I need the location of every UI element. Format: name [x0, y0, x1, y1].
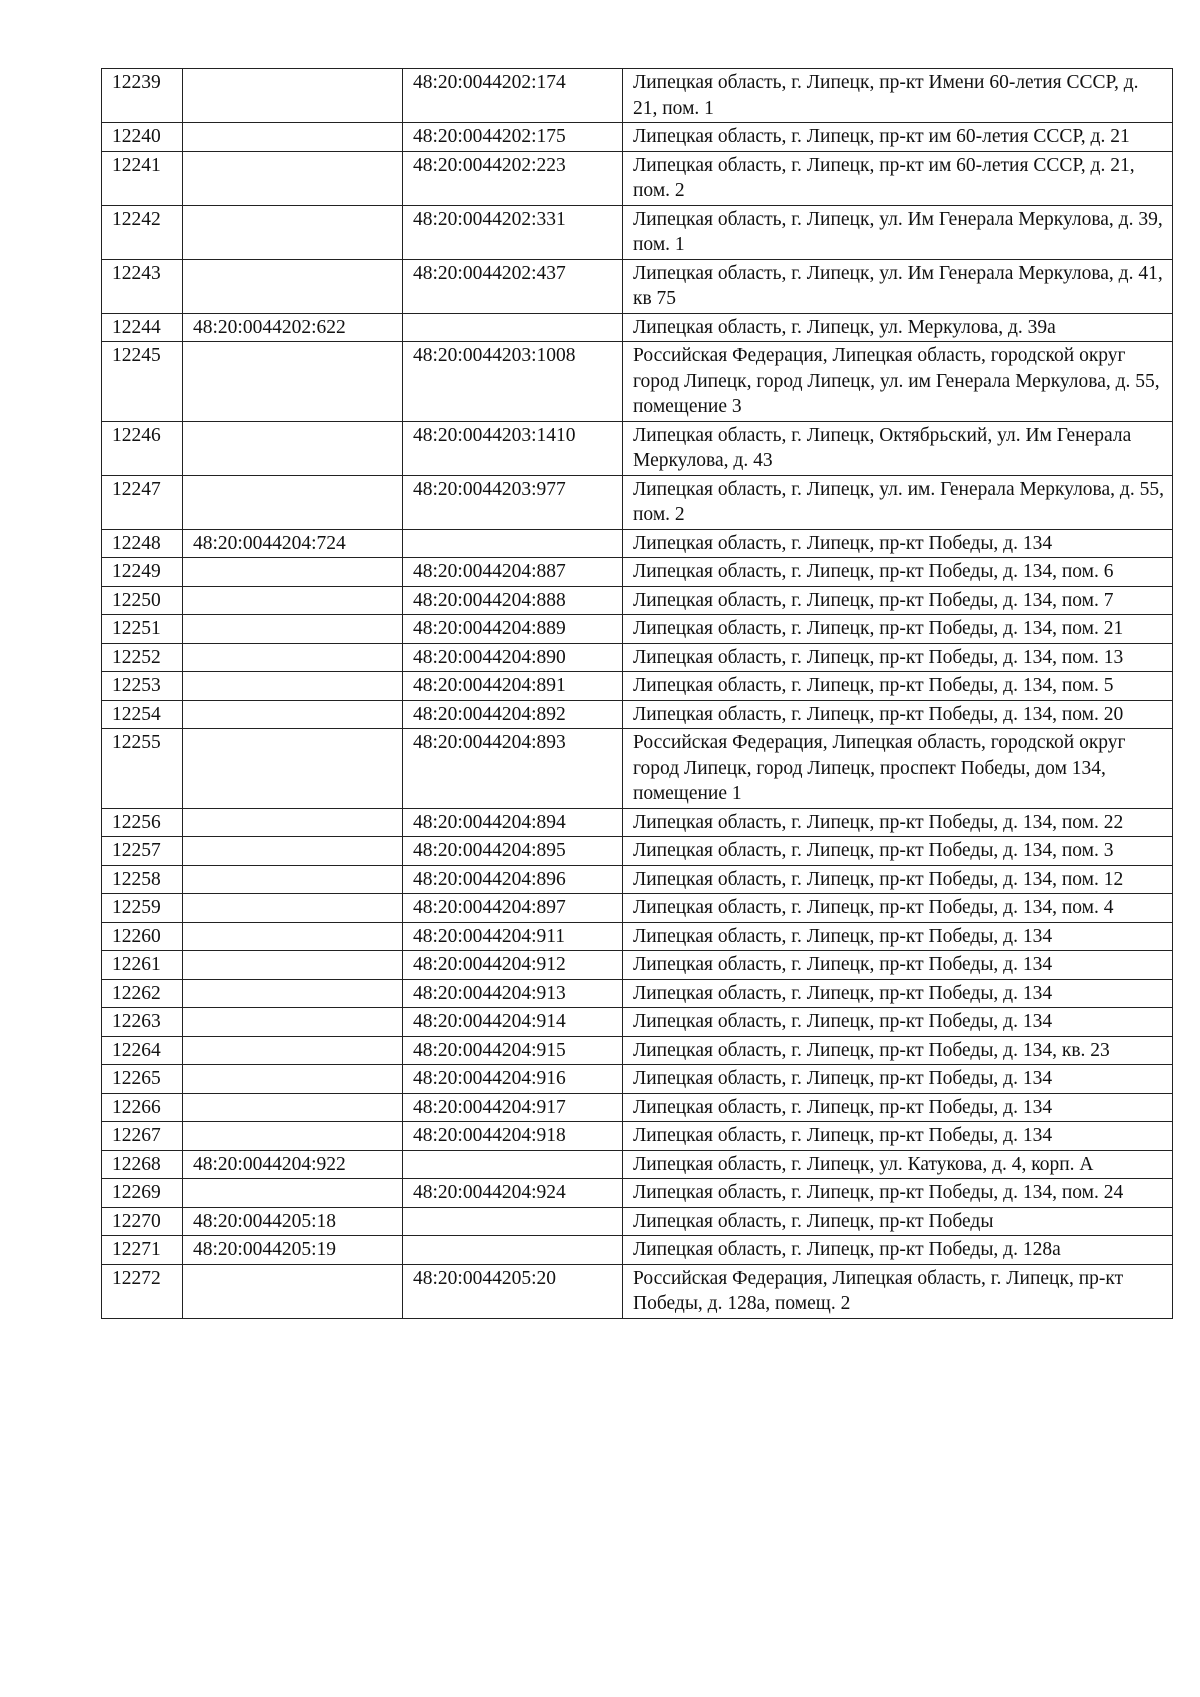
- table-row: [102, 672, 1173, 701]
- land-parcel-number-cell: [183, 1065, 403, 1094]
- table-row: [102, 951, 1173, 980]
- row-number-cell: 12267: [102, 1122, 183, 1151]
- land-parcel-number-cell: [183, 837, 403, 866]
- row-number-cell: 12268: [102, 1150, 183, 1179]
- land-parcel-number-cell: [183, 808, 403, 837]
- row-number-cell: 12272: [102, 1264, 183, 1318]
- table-row: [102, 69, 1173, 123]
- address-cell: Липецкая область, г. Липецк, пр-кт Победы, д. 134, пом. 22: [623, 808, 1173, 837]
- row-number-cell: 12248: [102, 529, 183, 558]
- address-cell: Липецкая область, г. Липецк, пр-кт им 60-летия СССР, д. 21, пом. 2: [623, 151, 1173, 205]
- table-row: [102, 865, 1173, 894]
- land-parcel-number-cell: [183, 951, 403, 980]
- object-cadastral-number-cell: 48:20:0044204:887: [403, 558, 623, 587]
- address-cell: Липецкая область, г. Липецк, ул. Им Генерала Меркулова, д. 39, пом. 1: [623, 205, 1173, 259]
- land-parcel-number-cell: [183, 586, 403, 615]
- row-number-cell: 12255: [102, 729, 183, 809]
- object-cadastral-number-cell: 48:20:0044204:912: [403, 951, 623, 980]
- table-row: [102, 151, 1173, 205]
- land-parcel-number-cell: [183, 979, 403, 1008]
- table-row: [102, 729, 1173, 809]
- table-row: [102, 979, 1173, 1008]
- row-number-cell: 12249: [102, 558, 183, 587]
- object-cadastral-number-cell: [403, 1207, 623, 1236]
- table-row: [102, 558, 1173, 587]
- row-number-cell: 12260: [102, 922, 183, 951]
- object-cadastral-number-cell: 48:20:0044204:893: [403, 729, 623, 809]
- row-number-cell: 12262: [102, 979, 183, 1008]
- address-cell: Российская Федерация, Липецкая область, городской округ город Липецк, город Липецк, проспект Победы, дом 134, помещение 1: [623, 729, 1173, 809]
- object-cadastral-number-cell: 48:20:0044204:918: [403, 1122, 623, 1151]
- object-cadastral-number-cell: 48:20:0044202:223: [403, 151, 623, 205]
- address-cell: Липецкая область, г. Липецк, пр-кт Победы, д. 134: [623, 1122, 1173, 1151]
- object-cadastral-number-cell: 48:20:0044204:916: [403, 1065, 623, 1094]
- row-number-cell: 12261: [102, 951, 183, 980]
- address-cell: Липецкая область, г. Липецк, пр-кт Победы, д. 128а: [623, 1236, 1173, 1265]
- object-cadastral-number-cell: 48:20:0044202:175: [403, 123, 623, 152]
- address-cell: Липецкая область, г. Липецк, ул. Им Генерала Меркулова, д. 41, кв 75: [623, 259, 1173, 313]
- object-cadastral-number-cell: 48:20:0044203:1008: [403, 342, 623, 422]
- row-number-cell: 12240: [102, 123, 183, 152]
- land-parcel-number-cell: [183, 700, 403, 729]
- row-number-cell: 12254: [102, 700, 183, 729]
- land-parcel-number-cell: 48:20:0044202:622: [183, 313, 403, 342]
- address-cell: Липецкая область, г. Липецк, пр-кт Победы, д. 134: [623, 1065, 1173, 1094]
- land-parcel-number-cell: [183, 123, 403, 152]
- table-row: [102, 1122, 1173, 1151]
- row-number-cell: 12270: [102, 1207, 183, 1236]
- land-parcel-number-cell: [183, 475, 403, 529]
- table-row: [102, 1179, 1173, 1208]
- address-cell: Липецкая область, г. Липецк, ул. Катукова, д. 4, корп. А: [623, 1150, 1173, 1179]
- address-cell: Липецкая область, г. Липецк, пр-кт Победы, д. 134: [623, 922, 1173, 951]
- table-row: [102, 1236, 1173, 1265]
- row-number-cell: 12243: [102, 259, 183, 313]
- address-cell: Липецкая область, г. Липецк, пр-кт Победы, д. 134: [623, 979, 1173, 1008]
- object-cadastral-number-cell: 48:20:0044204:889: [403, 615, 623, 644]
- land-parcel-number-cell: [183, 1093, 403, 1122]
- address-cell: Липецкая область, г. Липецк, пр-кт Победы, д. 134: [623, 951, 1173, 980]
- address-cell: Липецкая область, г. Липецк, пр-кт Победы, д. 134, пом. 24: [623, 1179, 1173, 1208]
- table-row: [102, 1008, 1173, 1037]
- land-parcel-number-cell: [183, 615, 403, 644]
- table-row: [102, 837, 1173, 866]
- object-cadastral-number-cell: 48:20:0044204:892: [403, 700, 623, 729]
- table-row: [102, 700, 1173, 729]
- table-row: [102, 475, 1173, 529]
- address-cell: Липецкая область, г. Липецк, Октябрьский, ул. Им Генерала Меркулова, д. 43: [623, 421, 1173, 475]
- object-cadastral-number-cell: 48:20:0044204:894: [403, 808, 623, 837]
- row-number-cell: 12251: [102, 615, 183, 644]
- object-cadastral-number-cell: [403, 529, 623, 558]
- land-parcel-number-cell: 48:20:0044205:18: [183, 1207, 403, 1236]
- registry-table-body: [102, 69, 1173, 1319]
- address-cell: Липецкая область, г. Липецк, ул. им. Генерала Меркулова, д. 55, пом. 2: [623, 475, 1173, 529]
- row-number-cell: 12256: [102, 808, 183, 837]
- address-cell: Липецкая область, г. Липецк, пр-кт Победы, д. 134: [623, 1008, 1173, 1037]
- land-parcel-number-cell: 48:20:0044204:724: [183, 529, 403, 558]
- document-page: [101, 68, 1172, 1319]
- row-number-cell: 12269: [102, 1179, 183, 1208]
- object-cadastral-number-cell: 48:20:0044204:917: [403, 1093, 623, 1122]
- address-cell: Липецкая область, г. Липецк, пр-кт Победы, д. 134: [623, 529, 1173, 558]
- address-cell: Липецкая область, г. Липецк, пр-кт Победы, д. 134, пом. 4: [623, 894, 1173, 923]
- table-row: [102, 894, 1173, 923]
- table-row: [102, 808, 1173, 837]
- object-cadastral-number-cell: [403, 1150, 623, 1179]
- address-cell: Липецкая область, г. Липецк, ул. Меркулова, д. 39а: [623, 313, 1173, 342]
- object-cadastral-number-cell: 48:20:0044204:896: [403, 865, 623, 894]
- object-cadastral-number-cell: 48:20:0044202:331: [403, 205, 623, 259]
- row-number-cell: 12252: [102, 643, 183, 672]
- row-number-cell: 12266: [102, 1093, 183, 1122]
- table-row: [102, 1093, 1173, 1122]
- row-number-cell: 12239: [102, 69, 183, 123]
- land-parcel-number-cell: [183, 69, 403, 123]
- registry-table: [101, 68, 1173, 1319]
- table-row: [102, 1065, 1173, 1094]
- address-cell: Липецкая область, г. Липецк, пр-кт Победы, д. 134, пом. 6: [623, 558, 1173, 587]
- object-cadastral-number-cell: [403, 313, 623, 342]
- address-cell: Липецкая область, г. Липецк, пр-кт Победы, д. 134, пом. 13: [623, 643, 1173, 672]
- land-parcel-number-cell: [183, 205, 403, 259]
- table-row: [102, 1207, 1173, 1236]
- address-cell: Липецкая область, г. Липецк, пр-кт Победы: [623, 1207, 1173, 1236]
- land-parcel-number-cell: [183, 1264, 403, 1318]
- row-number-cell: 12257: [102, 837, 183, 866]
- row-number-cell: 12259: [102, 894, 183, 923]
- land-parcel-number-cell: [183, 421, 403, 475]
- row-number-cell: 12271: [102, 1236, 183, 1265]
- address-cell: Липецкая область, г. Липецк, пр-кт Победы, д. 134, пом. 12: [623, 865, 1173, 894]
- row-number-cell: 12244: [102, 313, 183, 342]
- land-parcel-number-cell: [183, 865, 403, 894]
- land-parcel-number-cell: [183, 1036, 403, 1065]
- address-cell: Липецкая область, г. Липецк, пр-кт Победы, д. 134, пом. 21: [623, 615, 1173, 644]
- address-cell: Российская Федерация, Липецкая область, г. Липецк, пр-кт Победы, д. 128а, помещ. 2: [623, 1264, 1173, 1318]
- object-cadastral-number-cell: 48:20:0044204:911: [403, 922, 623, 951]
- row-number-cell: 12250: [102, 586, 183, 615]
- table-row: [102, 205, 1173, 259]
- address-cell: Липецкая область, г. Липецк, пр-кт им 60-летия СССР, д. 21: [623, 123, 1173, 152]
- table-row: [102, 1036, 1173, 1065]
- address-cell: Российская Федерация, Липецкая область, городской округ город Липецк, город Липецк, ул. им Генерала Меркулова, д. 55, помещение 3: [623, 342, 1173, 422]
- table-row: [102, 1264, 1173, 1318]
- object-cadastral-number-cell: 48:20:0044204:891: [403, 672, 623, 701]
- object-cadastral-number-cell: 48:20:0044203:977: [403, 475, 623, 529]
- row-number-cell: 12246: [102, 421, 183, 475]
- land-parcel-number-cell: [183, 342, 403, 422]
- table-row: [102, 421, 1173, 475]
- table-row: [102, 586, 1173, 615]
- object-cadastral-number-cell: 48:20:0044204:913: [403, 979, 623, 1008]
- address-cell: Липецкая область, г. Липецк, пр-кт Победы, д. 134, пом. 20: [623, 700, 1173, 729]
- row-number-cell: 12241: [102, 151, 183, 205]
- address-cell: Липецкая область, г. Липецк, пр-кт Победы, д. 134, кв. 23: [623, 1036, 1173, 1065]
- object-cadastral-number-cell: 48:20:0044204:915: [403, 1036, 623, 1065]
- land-parcel-number-cell: [183, 151, 403, 205]
- land-parcel-number-cell: [183, 643, 403, 672]
- object-cadastral-number-cell: 48:20:0044204:890: [403, 643, 623, 672]
- land-parcel-number-cell: [183, 558, 403, 587]
- land-parcel-number-cell: [183, 894, 403, 923]
- land-parcel-number-cell: 48:20:0044204:922: [183, 1150, 403, 1179]
- object-cadastral-number-cell: 48:20:0044202:174: [403, 69, 623, 123]
- address-cell: Липецкая область, г. Липецк, пр-кт Победы, д. 134, пом. 7: [623, 586, 1173, 615]
- object-cadastral-number-cell: 48:20:0044204:888: [403, 586, 623, 615]
- land-parcel-number-cell: [183, 1008, 403, 1037]
- land-parcel-number-cell: [183, 1179, 403, 1208]
- table-row: [102, 313, 1173, 342]
- object-cadastral-number-cell: [403, 1236, 623, 1265]
- object-cadastral-number-cell: 48:20:0044204:924: [403, 1179, 623, 1208]
- object-cadastral-number-cell: 48:20:0044204:895: [403, 837, 623, 866]
- table-row: [102, 615, 1173, 644]
- row-number-cell: 12265: [102, 1065, 183, 1094]
- land-parcel-number-cell: [183, 259, 403, 313]
- table-row: [102, 643, 1173, 672]
- land-parcel-number-cell: [183, 672, 403, 701]
- row-number-cell: 12264: [102, 1036, 183, 1065]
- row-number-cell: 12258: [102, 865, 183, 894]
- object-cadastral-number-cell: 48:20:0044205:20: [403, 1264, 623, 1318]
- address-cell: Липецкая область, г. Липецк, пр-кт Победы, д. 134: [623, 1093, 1173, 1122]
- land-parcel-number-cell: [183, 922, 403, 951]
- land-parcel-number-cell: [183, 729, 403, 809]
- table-row: [102, 342, 1173, 422]
- address-cell: Липецкая область, г. Липецк, пр-кт Имени 60-летия СССР, д. 21, пом. 1: [623, 69, 1173, 123]
- land-parcel-number-cell: [183, 1122, 403, 1151]
- table-row: [102, 1150, 1173, 1179]
- address-cell: Липецкая область, г. Липецк, пр-кт Победы, д. 134, пом. 3: [623, 837, 1173, 866]
- table-row: [102, 529, 1173, 558]
- object-cadastral-number-cell: 48:20:0044204:897: [403, 894, 623, 923]
- object-cadastral-number-cell: 48:20:0044204:914: [403, 1008, 623, 1037]
- row-number-cell: 12247: [102, 475, 183, 529]
- object-cadastral-number-cell: 48:20:0044203:1410: [403, 421, 623, 475]
- table-row: [102, 922, 1173, 951]
- address-cell: Липецкая область, г. Липецк, пр-кт Победы, д. 134, пом. 5: [623, 672, 1173, 701]
- row-number-cell: 12242: [102, 205, 183, 259]
- row-number-cell: 12245: [102, 342, 183, 422]
- land-parcel-number-cell: 48:20:0044205:19: [183, 1236, 403, 1265]
- table-row: [102, 123, 1173, 152]
- object-cadastral-number-cell: 48:20:0044202:437: [403, 259, 623, 313]
- row-number-cell: 12253: [102, 672, 183, 701]
- table-row: [102, 259, 1173, 313]
- row-number-cell: 12263: [102, 1008, 183, 1037]
